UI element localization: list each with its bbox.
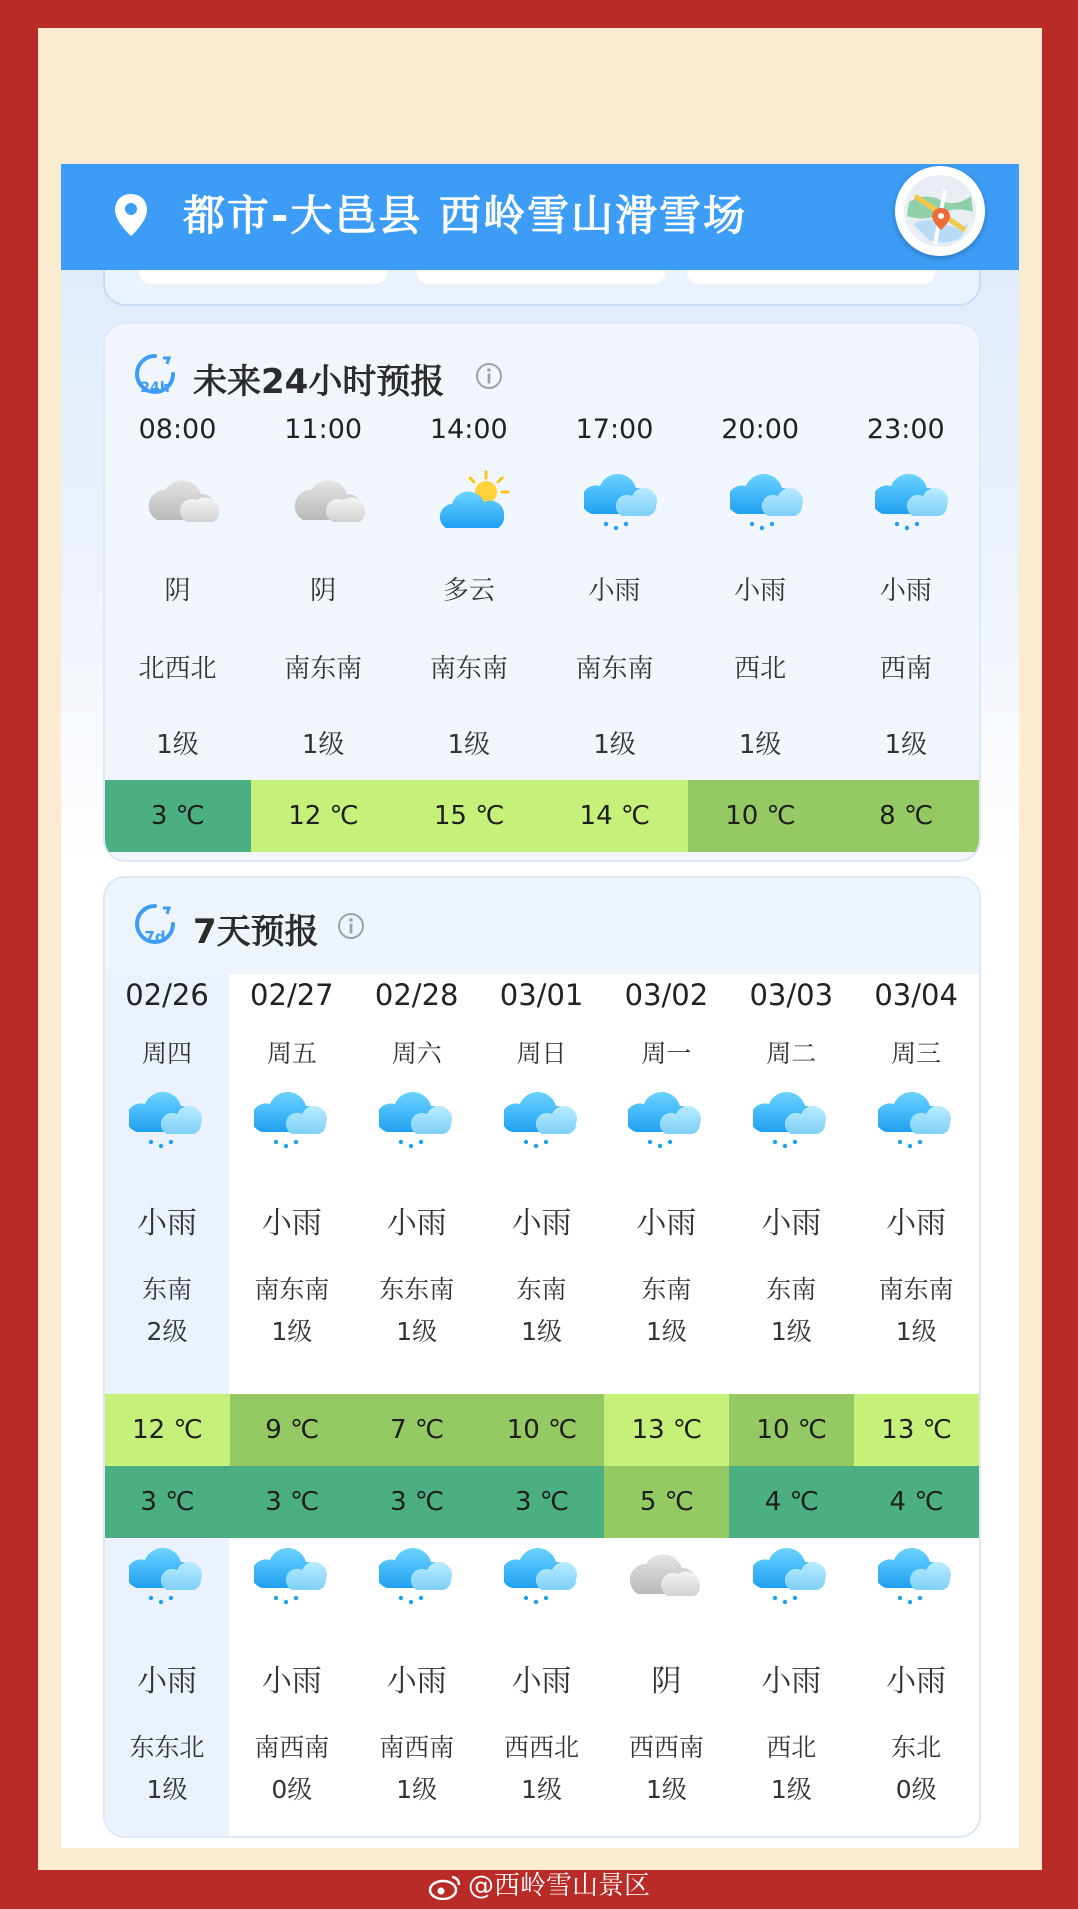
day-date: 03/02	[624, 978, 709, 1012]
night-wind-direction: 西西北	[504, 1733, 580, 1762]
map-button[interactable]	[895, 166, 985, 256]
light-rain-icon	[584, 470, 660, 536]
day-wind-direction: 南东南	[878, 1275, 954, 1304]
night-wind-direction: 西西南	[628, 1733, 704, 1762]
hour-weather: 小雨	[588, 576, 641, 606]
hour-temperature: 15 ℃	[396, 780, 542, 852]
cloudy-icon	[147, 470, 223, 536]
hour-time: 14:00	[429, 414, 508, 445]
daily-forecast-card	[103, 876, 981, 1838]
hour-wind-level: 1级	[738, 730, 782, 760]
hour-weather: 阴	[164, 576, 191, 606]
day-wind-level: 1级	[271, 1317, 313, 1346]
day-date: 02/28	[374, 978, 459, 1012]
hour-wind-direction: 西北	[734, 654, 787, 684]
day-wind-level: 1级	[521, 1317, 563, 1346]
watermark	[0, 1868, 1078, 1904]
day-low-temperature: 3 ℃	[105, 1466, 230, 1538]
day-low-temperature: 4 ℃	[729, 1466, 854, 1538]
hour-wind-level: 1级	[447, 730, 491, 760]
night-wind-level: 1级	[396, 1775, 438, 1804]
day-high-temperature: 10 ℃	[480, 1394, 605, 1466]
hour-wind-level: 1级	[156, 730, 199, 760]
hour-wind-direction: 南东南	[575, 654, 654, 684]
location-name[interactable]: 都市-大邑县 西岭雪山滑雪场	[183, 191, 748, 240]
day-weather: 小雨	[886, 1206, 947, 1241]
night-wind-level: 1级	[770, 1775, 812, 1804]
hourly-title: 未来24小时预报	[193, 362, 445, 402]
hour-time: 17:00	[575, 414, 654, 445]
hourly-temperature-band	[105, 780, 979, 852]
day-low-temperature: 4 ℃	[854, 1466, 979, 1538]
light-rain-icon	[129, 1544, 205, 1610]
light-rain-icon	[878, 1544, 954, 1610]
night-weather: 小雨	[511, 1664, 572, 1699]
hour-wind-direction: 南东南	[284, 654, 363, 684]
night-wind-direction: 西北	[766, 1733, 817, 1762]
day-weekday: 周一	[641, 1039, 692, 1068]
light-rain-icon	[379, 1088, 455, 1154]
cloudy-icon	[293, 470, 369, 536]
day-low-temperature: 5 ℃	[604, 1466, 729, 1538]
hour-weather: 小雨	[879, 576, 932, 606]
daily-high-band	[105, 1394, 979, 1466]
day-high-temperature: 7 ℃	[355, 1394, 480, 1466]
day-high-temperature: 13 ℃	[854, 1394, 979, 1466]
light-rain-icon	[878, 1088, 954, 1154]
weibo-icon	[428, 1874, 462, 1900]
light-rain-icon	[628, 1088, 704, 1154]
day-high-temperature: 9 ℃	[230, 1394, 355, 1466]
day-weekday: 周五	[266, 1039, 317, 1068]
light-rain-icon	[875, 470, 951, 536]
light-rain-icon	[753, 1544, 829, 1610]
info-icon[interactable]	[337, 912, 365, 940]
day-wind-direction: 东南	[766, 1275, 817, 1304]
day-wind-level: 1级	[645, 1317, 687, 1346]
day-high-temperature: 12 ℃	[105, 1394, 230, 1466]
hour-temperature: 12 ℃	[251, 780, 397, 852]
hour-wind-direction: 南东南	[429, 654, 508, 684]
day-weather: 小雨	[137, 1206, 197, 1241]
hour-temperature: 14 ℃	[542, 780, 688, 852]
day-weather: 小雨	[636, 1206, 697, 1241]
light-rain-icon	[129, 1088, 205, 1154]
light-rain-icon	[379, 1544, 455, 1610]
hour-time: 20:00	[721, 414, 800, 445]
day-weekday: 周三	[891, 1039, 942, 1068]
light-rain-icon	[504, 1544, 580, 1610]
hour-time: 23:00	[866, 414, 945, 445]
cloudy-icon	[628, 1544, 704, 1610]
day-wind-direction: 东南	[641, 1275, 692, 1304]
24h-clock-icon	[133, 352, 177, 396]
summary-pill	[417, 270, 665, 284]
day-low-temperature: 3 ℃	[355, 1466, 480, 1538]
day-wind-direction: 东南	[516, 1275, 567, 1304]
info-icon[interactable]	[475, 362, 503, 390]
night-wind-level: 1级	[146, 1775, 188, 1804]
7d-calendar-icon	[133, 902, 177, 946]
hour-temperature: 10 ℃	[688, 780, 834, 852]
hour-temperature: 3 ℃	[105, 780, 251, 852]
light-rain-icon	[730, 470, 806, 536]
night-weather: 阴	[651, 1664, 682, 1699]
day-high-temperature: 13 ℃	[604, 1394, 729, 1466]
daily-title: 7天预报	[193, 912, 319, 952]
map-icon	[895, 166, 985, 256]
day-wind-level: 1级	[895, 1317, 937, 1346]
night-wind-level: 1级	[521, 1775, 563, 1804]
day-wind-direction: 南东南	[254, 1275, 330, 1304]
location-header	[61, 164, 1019, 270]
hour-weather: 阴	[310, 576, 337, 606]
light-rain-icon	[753, 1088, 829, 1154]
day-date: 03/04	[874, 978, 958, 1012]
hour-wind-level: 1级	[884, 730, 928, 760]
day-wind-level: 2级	[146, 1317, 188, 1346]
night-weather: 小雨	[761, 1664, 822, 1699]
night-weather: 小雨	[386, 1664, 447, 1699]
day-date: 03/03	[749, 978, 834, 1012]
app-screen	[61, 164, 1019, 1848]
night-wind-direction: 南西南	[254, 1733, 330, 1762]
day-weekday: 周四	[141, 1039, 192, 1068]
hour-time: 11:00	[284, 414, 363, 445]
24h-badge-text: 24h	[140, 380, 170, 396]
night-weather: 小雨	[261, 1664, 322, 1699]
hour-temperature: 8 ℃	[833, 780, 979, 852]
night-weather: 小雨	[886, 1664, 947, 1699]
partly-cloudy-icon	[438, 470, 514, 536]
day-wind-direction: 东南	[141, 1275, 192, 1304]
day-high-temperature: 10 ℃	[729, 1394, 854, 1466]
hour-wind-level: 1级	[301, 730, 345, 760]
day-date: 02/27	[250, 978, 334, 1012]
night-weather: 小雨	[137, 1664, 197, 1699]
night-wind-direction: 南西南	[379, 1733, 455, 1762]
day-weather: 小雨	[511, 1206, 572, 1241]
night-wind-direction: 东东北	[129, 1733, 205, 1762]
day-weekday: 周二	[766, 1039, 817, 1068]
light-rain-icon	[504, 1088, 580, 1154]
night-wind-level: 1级	[645, 1775, 687, 1804]
daily-low-band	[105, 1466, 979, 1538]
day-wind-level: 1级	[396, 1317, 438, 1346]
hour-wind-direction: 西南	[879, 654, 932, 684]
hour-weather: 小雨	[734, 576, 787, 606]
watermark-text: @西岭雪山景区	[467, 1871, 650, 1901]
7d-badge-text: 7d	[144, 928, 166, 946]
day-weekday: 周日	[516, 1039, 567, 1068]
summary-pill	[687, 270, 935, 284]
summary-pill	[139, 270, 387, 284]
location-pin-icon	[113, 192, 149, 238]
hour-wind-direction: 北西北	[138, 654, 217, 684]
day-weekday: 周六	[391, 1039, 442, 1068]
night-wind-level: 0级	[895, 1775, 937, 1804]
hour-time: 08:00	[138, 414, 217, 445]
hour-weather: 多云	[442, 576, 495, 606]
night-wind-level: 0级	[271, 1775, 313, 1804]
day-wind-direction: 东东南	[379, 1275, 455, 1304]
day-weather: 小雨	[386, 1206, 447, 1241]
day-low-temperature: 3 ℃	[230, 1466, 355, 1538]
day-weather: 小雨	[261, 1206, 322, 1241]
day-date: 03/01	[499, 978, 584, 1012]
hour-wind-level: 1级	[593, 730, 636, 760]
light-rain-icon	[254, 1544, 330, 1610]
night-wind-direction: 东北	[891, 1733, 942, 1762]
day-low-temperature: 3 ℃	[480, 1466, 605, 1538]
day-date: 02/26	[125, 978, 209, 1012]
summary-card-remnant	[103, 270, 981, 306]
day-wind-level: 1级	[770, 1317, 812, 1346]
light-rain-icon	[254, 1088, 330, 1154]
hourly-forecast-card	[103, 322, 981, 862]
day-weather: 小雨	[761, 1206, 822, 1241]
